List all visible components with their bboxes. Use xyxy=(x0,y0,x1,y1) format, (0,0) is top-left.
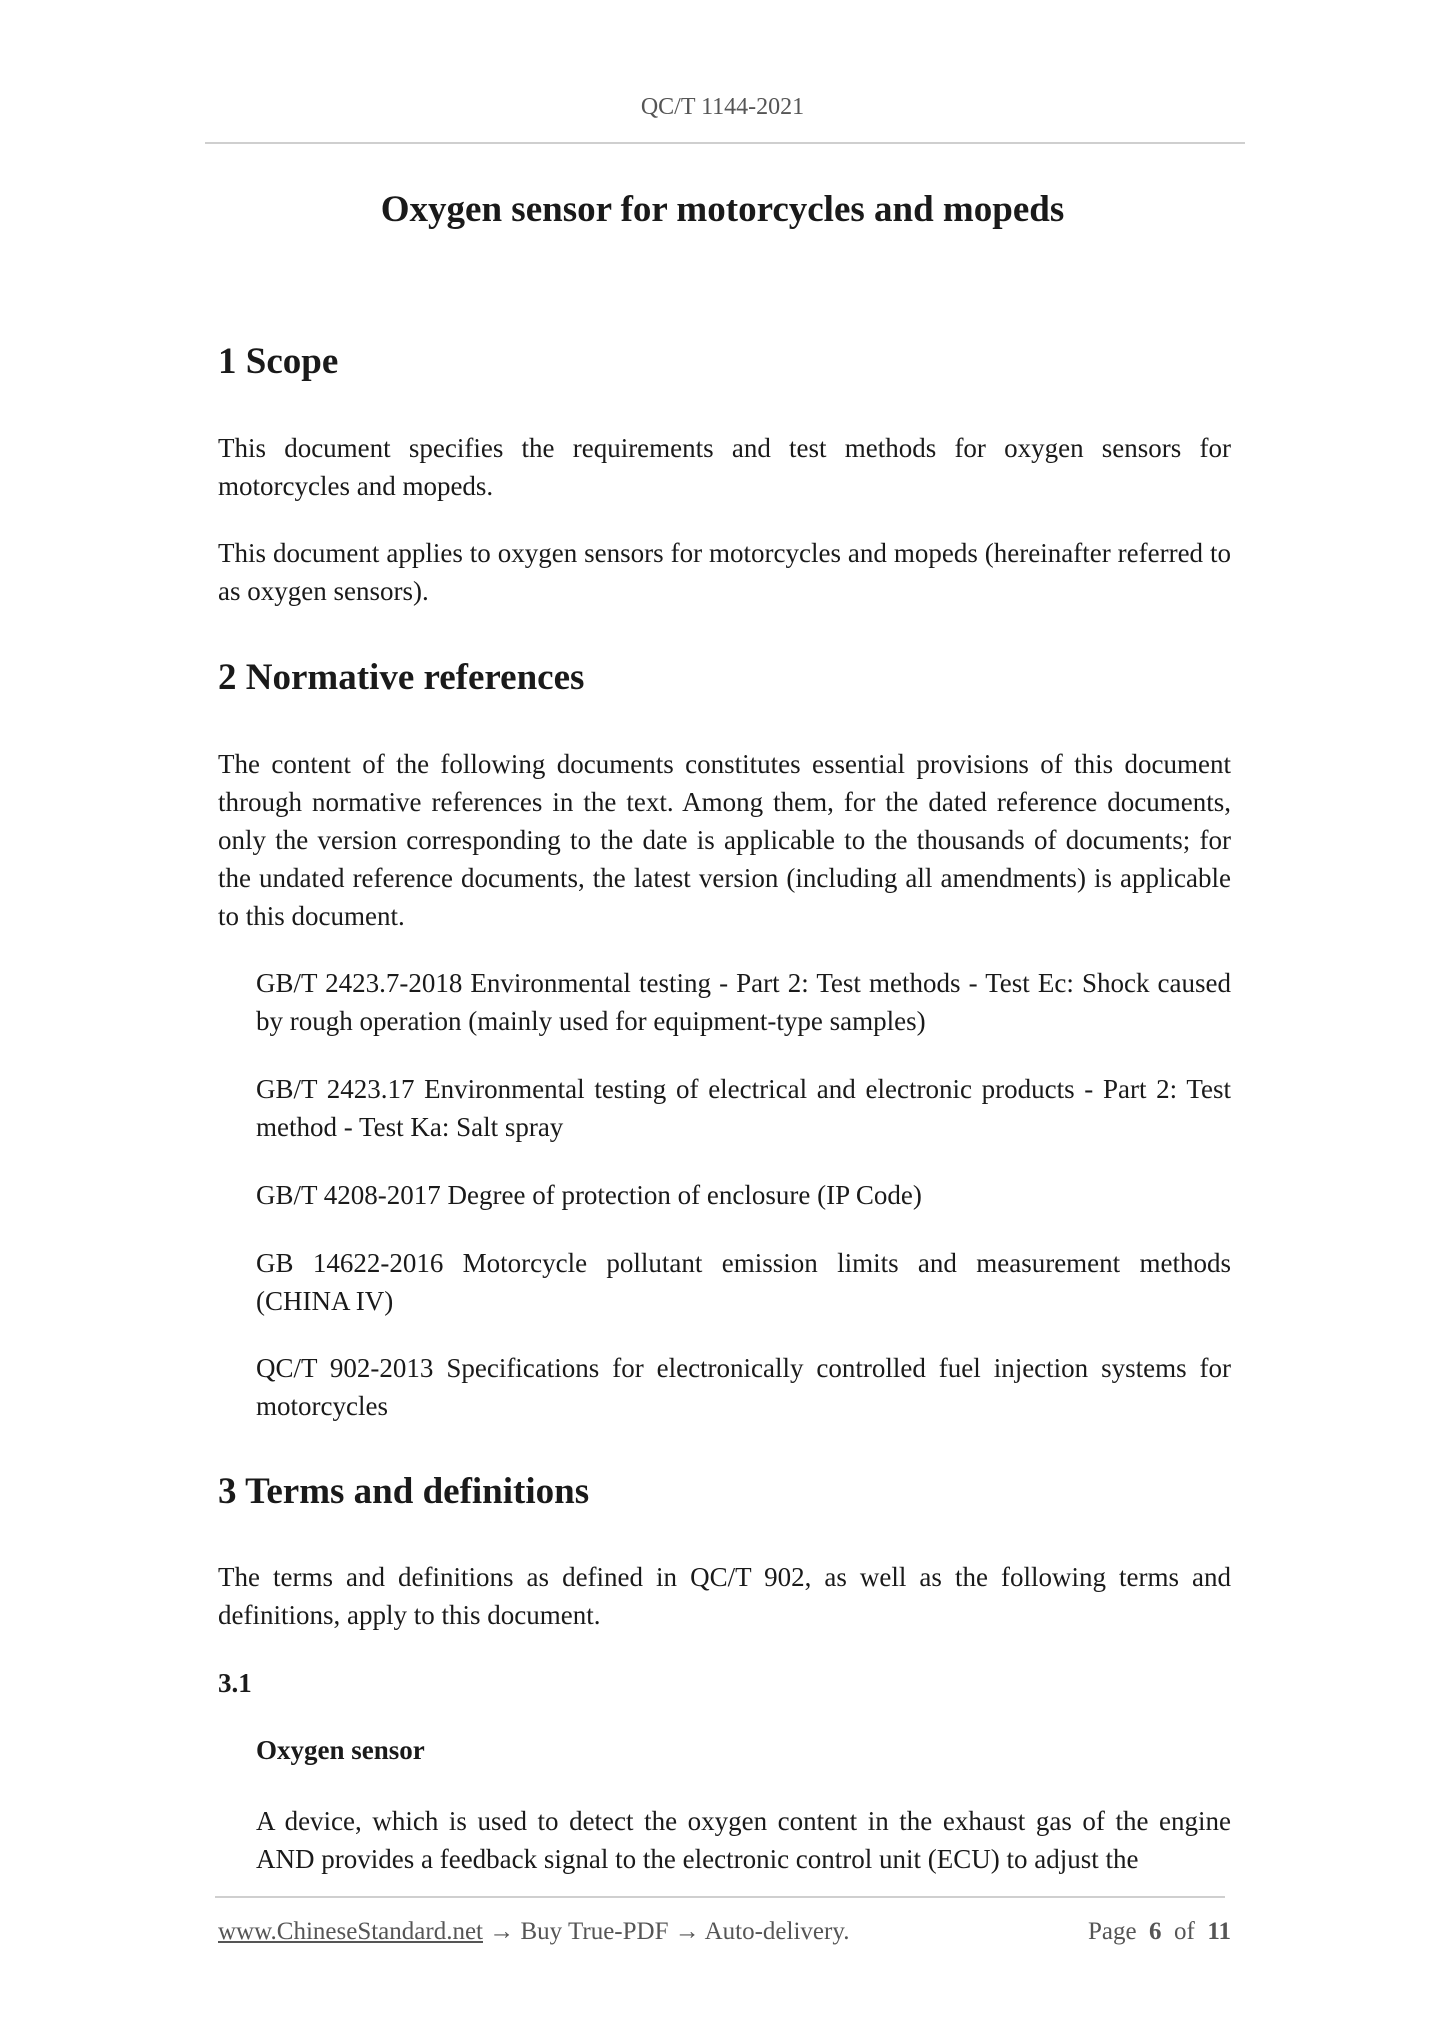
page-indicator xyxy=(1088,1918,1231,1946)
reference-item: GB/T 2423.17 Environmental testing of electrical and electronic products - Part 2: Test method - Test Ka: Salt spray xyxy=(256,1074,1231,1142)
buy-true-pdf-text: Buy True-PDF xyxy=(520,1918,669,1945)
page-current: 6 xyxy=(1149,1918,1162,1945)
term-definition: A device, which is used to detect the oxygen content in the exhaust gas of the engine AND provides a feedback signal to the electronic control unit (ECU) to adjust the xyxy=(256,1806,1231,1874)
document-title: Oxygen sensor for motorcycles and mopeds xyxy=(380,189,1065,230)
header-divider xyxy=(205,142,1245,144)
reference-item: GB/T 2423.7-2018 Environmental testing - Part 2: Test methods - Test Ec: Shock caused by rough operation (mainly used for equipment-type samples) xyxy=(256,968,1231,1036)
footer-divider xyxy=(215,1896,1225,1898)
terms-paragraph: The terms and definitions as defined in QC/T 902, as well as the following terms and definitions, apply to this document. xyxy=(218,1562,1231,1630)
arrow-right-icon: → xyxy=(489,1918,515,1945)
header-document-id: QC/T 1144-2021 xyxy=(640,94,805,120)
page-label: Page xyxy=(1087,1918,1137,1945)
auto-delivery-text: Auto-delivery. xyxy=(704,1918,850,1945)
page-total: 11 xyxy=(1207,1918,1231,1945)
website-link[interactable]: www.ChineseStandard.net xyxy=(218,1918,483,1945)
reference-item: QC/T 902-2013 Specifications for electronically controlled fuel injection systems for motorcycles xyxy=(256,1353,1231,1421)
reference-item: GB 14622-2016 Motorcycle pollutant emission limits and measurement methods (CHINA IV) xyxy=(256,1248,1231,1316)
clause-number: 3.1 xyxy=(218,1668,252,1698)
arrow-right-icon: → xyxy=(674,1918,700,1945)
term-heading: Oxygen sensor xyxy=(256,1735,425,1765)
scope-paragraph-2: This document applies to oxygen sensors for motorcycles and mopeds (hereinafter referred to as oxygen sensors). xyxy=(218,538,1231,606)
normative-paragraph: The content of the following documents constitutes essential provisions of this document through normative references in the text. Among them, for the dated reference documents, only the version corresponding to the date is applicable to the thousands of documents; for the undated reference documents, the latest version (including all amendments) is applicable to this document. xyxy=(218,749,1231,931)
section-heading-terms-definitions: 3 Terms and definitions xyxy=(218,1471,590,1512)
reference-item: GB/T 4208-2017 Degree of protection of enclosure (IP Code) xyxy=(256,1180,922,1210)
section-heading-normative-references: 2 Normative references xyxy=(218,657,585,698)
of-label: of xyxy=(1174,1918,1195,1945)
section-heading-scope: 1 Scope xyxy=(218,341,339,382)
page-footer xyxy=(218,1918,1231,1946)
scope-paragraph-1: This document specifies the requirements and test methods for oxygen sensors for motorcycles and mopeds. xyxy=(218,433,1231,501)
